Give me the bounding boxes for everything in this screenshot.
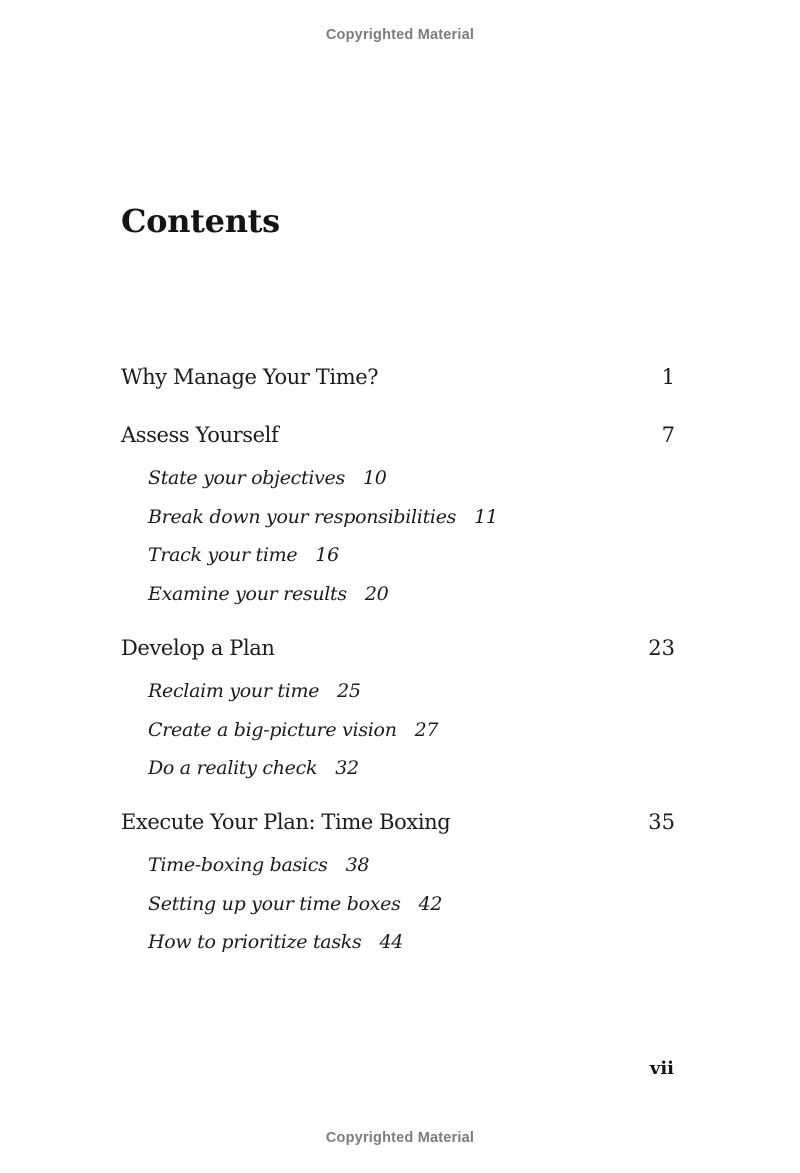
section-title: Track your time: [148, 544, 298, 567]
toc-section: [148, 885, 675, 924]
chapter-page-number: 1: [661, 365, 675, 389]
toc-section: [148, 923, 675, 962]
section-title: Break down your responsibilities: [148, 505, 457, 528]
toc-section: [148, 672, 675, 711]
chapter-row: [121, 636, 675, 672]
toc-section: [148, 575, 675, 614]
watermark-top: Copyrighted Material: [325, 27, 475, 43]
toc-section: [148, 459, 675, 498]
section-page-number: 25: [337, 680, 361, 702]
chapter-page-number: 35: [648, 810, 675, 834]
chapter-row: [121, 365, 675, 401]
section-title: Do a reality check: [148, 757, 318, 780]
chapter-title: Why Manage Your Time?: [121, 365, 379, 389]
toc-chapter: [121, 423, 675, 614]
page-title: Contents: [121, 202, 280, 240]
section-page-number: 42: [418, 892, 443, 915]
toc-section: [148, 846, 675, 885]
chapter-page-number: 7: [661, 423, 675, 447]
section-title: How to prioritize tasks: [148, 931, 362, 954]
section-page-number: 10: [362, 467, 387, 489]
toc-chapter: [121, 636, 675, 788]
section-title: Create a big-picture vision: [148, 718, 397, 741]
toc-chapter: [121, 810, 675, 962]
section-page-number: 11: [474, 505, 498, 528]
chapter-title: Develop a Plan: [121, 636, 275, 660]
chapter-title: Execute Your Plan: Time Boxing: [121, 810, 451, 834]
section-page-number: 27: [414, 718, 439, 741]
section-page-number: 32: [335, 757, 359, 780]
chapter-title: Assess Yourself: [121, 423, 279, 447]
section-page-number: 16: [315, 544, 339, 567]
toc-section: [148, 711, 675, 750]
section-title: Setting up your time boxes: [148, 892, 401, 915]
chapter-row: [121, 423, 675, 459]
watermark-bottom: Copyrighted Material: [325, 1130, 475, 1146]
toc-section: [148, 498, 675, 537]
chapter-page-number: 23: [648, 636, 675, 660]
section-title: State your objectives: [148, 467, 345, 489]
toc-section: [148, 749, 675, 788]
section-page-number: 44: [379, 931, 404, 954]
toc-section: [148, 536, 675, 575]
section-list: [121, 459, 675, 614]
page-number-folio: vii: [649, 1058, 674, 1079]
section-title: Examine your results: [148, 583, 347, 606]
section-list: [121, 672, 675, 788]
section-list: [121, 846, 675, 962]
chapter-row: [121, 810, 675, 846]
section-page-number: 38: [345, 854, 370, 876]
section-page-number: 20: [364, 583, 389, 606]
section-title: Time-boxing basics: [148, 854, 328, 876]
section-title: Reclaim your time: [148, 680, 320, 702]
toc-chapter: [121, 365, 675, 401]
